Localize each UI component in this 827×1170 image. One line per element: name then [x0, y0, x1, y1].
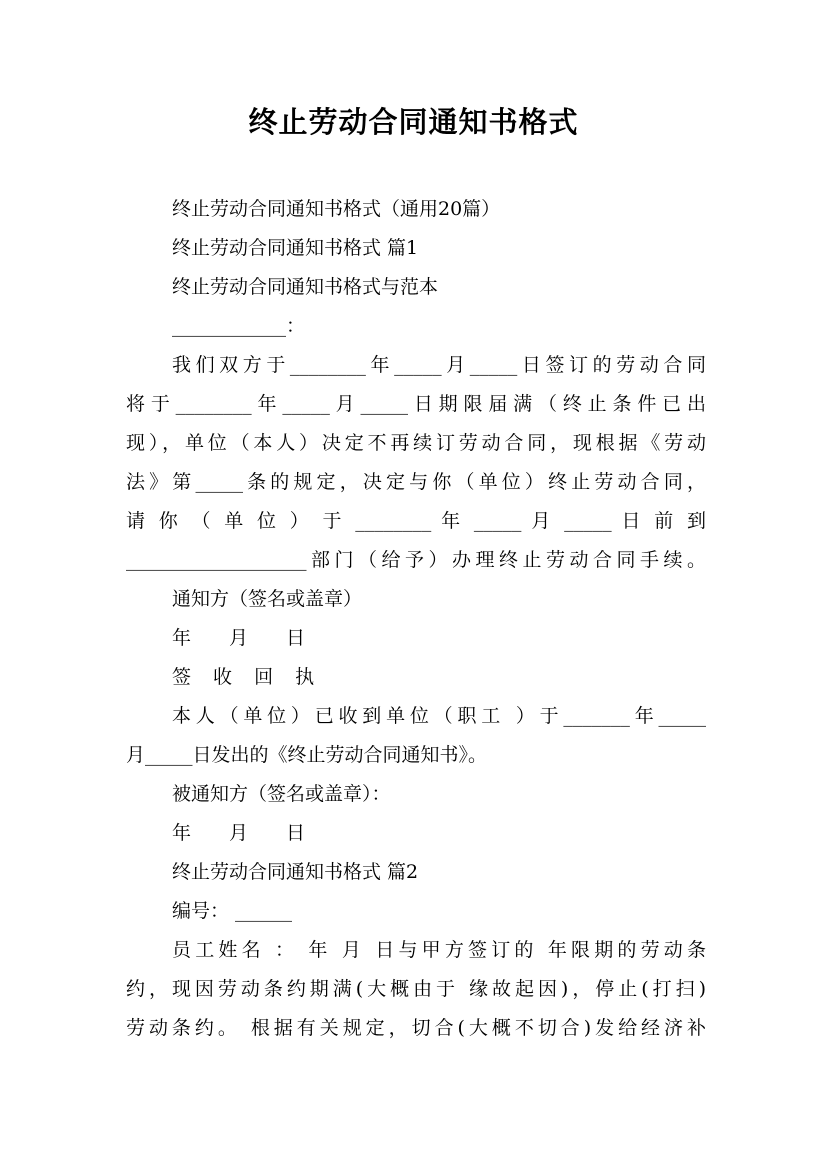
- paragraph-line: 劳动条约。 根据有关规定，切合(大概不切合)发给经济补: [126, 1017, 706, 1039]
- date-line: 年 月 日: [172, 627, 306, 649]
- paragraph-line: ___________________部门（给予）办理终止劳动合同手续。: [126, 549, 706, 571]
- paragraph-line: 请 你 （ 单 位 ） 于 ________ 年 _____ 月 _____ 日 前 到: [126, 510, 706, 532]
- section-heading-2: 终止劳动合同通知书格式 篇2: [172, 861, 419, 883]
- serial-number-line: 编号： ______: [172, 900, 293, 922]
- receipt-heading: 签 收 回 执: [172, 666, 323, 688]
- paragraph-line: 约，现因劳动条约期满(大概由于 缘故起因)，停止(打扫): [126, 978, 706, 1000]
- date-line: 年 月 日: [172, 822, 306, 844]
- paragraph-line: 员工姓名 ： 年 月 日与甲方签订的 年限期的劳动条: [172, 939, 706, 961]
- paragraph-line: 法》第_____条的规定，决定与你（单位）终止劳动合同，: [126, 471, 706, 493]
- paragraph-line: 现），单位（本人）决定不再续订劳动合同，现根据《劳动: [126, 432, 706, 454]
- paragraph-line: 我们双方于________年_____月_____日签订的劳动合同: [172, 354, 706, 376]
- paragraph-line: 月_____日发出的《终止劳动合同通知书》。: [126, 744, 488, 766]
- addressee-blank: ____________：: [172, 315, 306, 337]
- paragraph-line: 本人（单位）已收到单位（职工 ）于_______年_____: [172, 705, 706, 727]
- section-heading-1: 终止劳动合同通知书格式 篇1: [172, 237, 419, 259]
- notified-signature: 被通知方（签名或盖章）：: [172, 783, 391, 805]
- notifier-signature: 通知方（签名或盖章）: [172, 588, 363, 610]
- document-title: 终止劳动合同通知书格式: [248, 105, 579, 139]
- paragraph-line: 终止劳动合同通知书格式与范本: [172, 276, 439, 298]
- paragraph-line: 将于________年_____月_____日期限届满（终止条件已出: [126, 393, 706, 415]
- subtitle-line: 终止劳动合同通知书格式（通用20篇）: [172, 198, 501, 220]
